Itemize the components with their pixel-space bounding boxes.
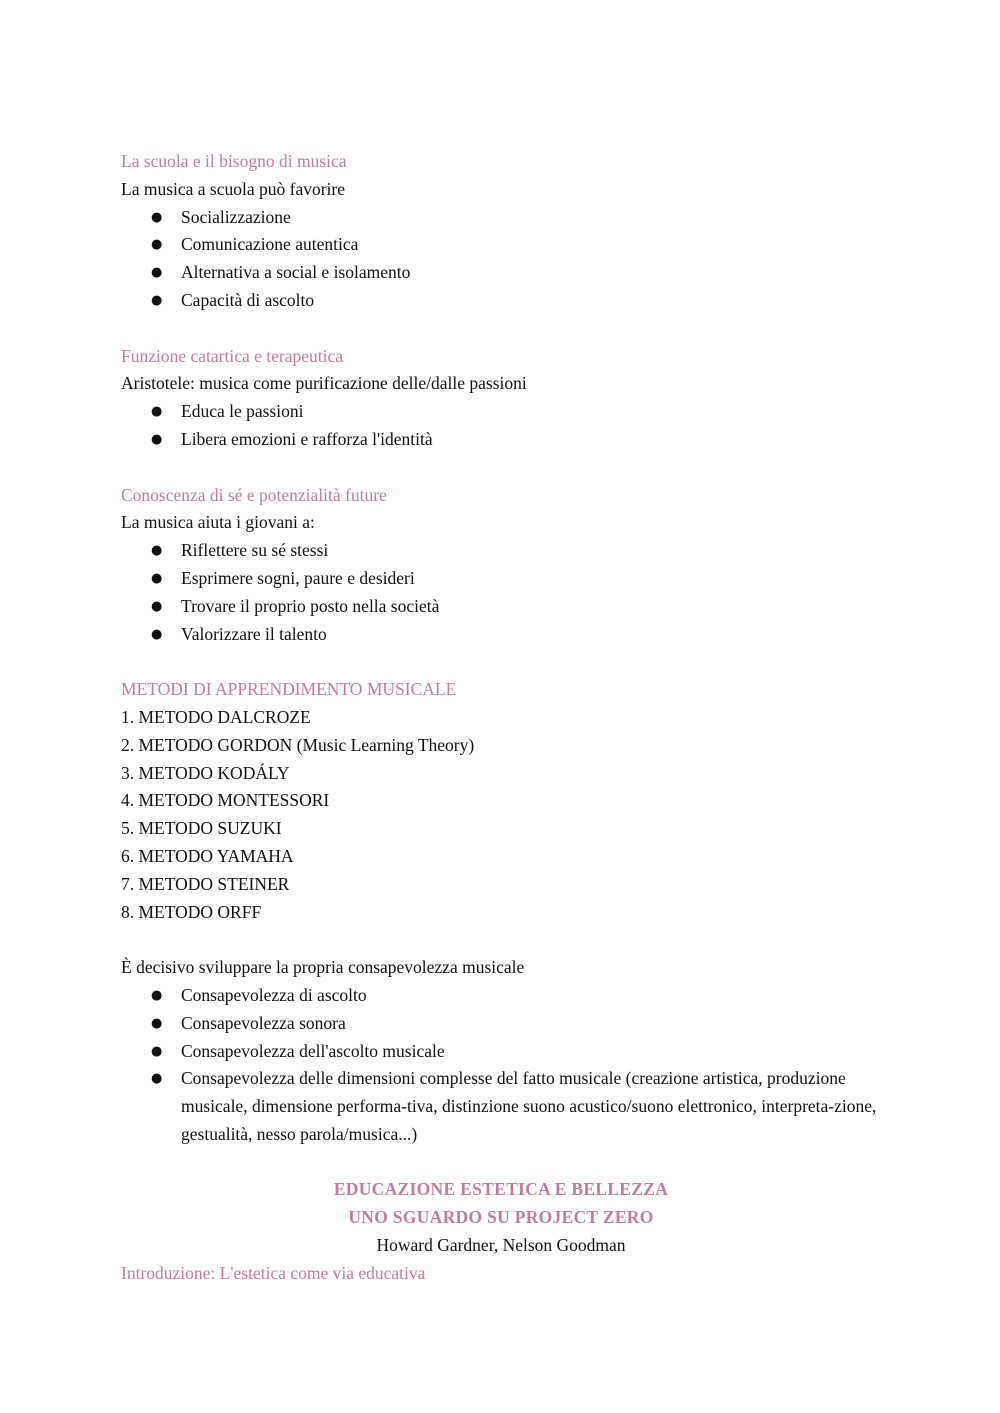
section-heading: La scuola e il bisogno di musica [121, 151, 347, 171]
list-item: ● Consapevolezza sonora [121, 1010, 881, 1038]
bullet-list [121, 982, 881, 1149]
list-item: ● Trovare il proprio posto nella società [121, 593, 881, 621]
list-item: ● Socializzazione [121, 204, 881, 232]
list-item: ● Educa le passioni [121, 398, 881, 426]
chapter-title: EDUCAZIONE ESTETICA E BELLEZZA [333, 1179, 669, 1200]
bullet-list [121, 204, 881, 315]
bullet-list [121, 537, 881, 648]
document-page [121, 148, 881, 1288]
method-item: 8. METODO ORFF [121, 901, 262, 922]
section-heading: Funzione catartica e terapeutica [121, 345, 344, 366]
method-item: 6. METODO YAMAHA [121, 845, 294, 866]
list-item: ● Valorizzare il talento [121, 621, 881, 649]
method-item: 2. METODO GORDON (Music Learning Theory) [121, 734, 475, 755]
paragraph: Aristotele: musica come purificazione delle/dalle passioni [121, 373, 527, 394]
list-item: ● Consapevolezza dell'ascolto musicale [121, 1038, 881, 1066]
method-item: 7. METODO STEINER [121, 873, 290, 894]
chapter-subtitle: UNO SGUARDO SU PROJECT ZERO [348, 1207, 654, 1228]
paragraph: La musica a scuola può favorire [121, 178, 346, 199]
list-item: ● Consapevolezza delle dimensioni complesse del fatto musicale (creazione artistica, produzione musicale, dimensione performa-tiva, distinzione suono acustico/suono elettronico, interpreta-zione, gestualità, nesso parola/musica...) [121, 1065, 881, 1148]
authors: Howard Gardner, Nelson Goodman [376, 1235, 626, 1256]
list-item: ● Riflettere su sé stessi [121, 537, 881, 565]
list-item: ● Capacità di ascolto [121, 287, 881, 315]
section-heading: Introduzione: L'estetica come via educativa [121, 1262, 426, 1283]
list-item: ● Comunicazione autentica [121, 231, 881, 259]
method-item: 5. METODO SUZUKI [121, 818, 282, 839]
bullet-list [121, 398, 881, 454]
list-item: ● Esprimere sogni, paure e desideri [121, 565, 881, 593]
list-item: ● Consapevolezza di ascolto [121, 982, 881, 1010]
method-item: 4. METODO MONTESSORI [121, 790, 330, 811]
section-heading: METODI DI APPRENDIMENTO MUSICALE [121, 679, 457, 700]
paragraph: È decisivo sviluppare la propria consapevolezza musicale [121, 957, 525, 978]
method-item: 1. METODO DALCROZE [121, 706, 311, 727]
section-heading: Conoscenza di sé e potenzialità future [121, 484, 387, 505]
paragraph: La musica aiuta i giovani a: [121, 512, 315, 533]
list-item: ● Alternativa a social e isolamento [121, 259, 881, 287]
list-item: ● Libera emozioni e rafforza l'identità [121, 426, 881, 454]
method-item: 3. METODO KODÁLY [121, 762, 290, 783]
